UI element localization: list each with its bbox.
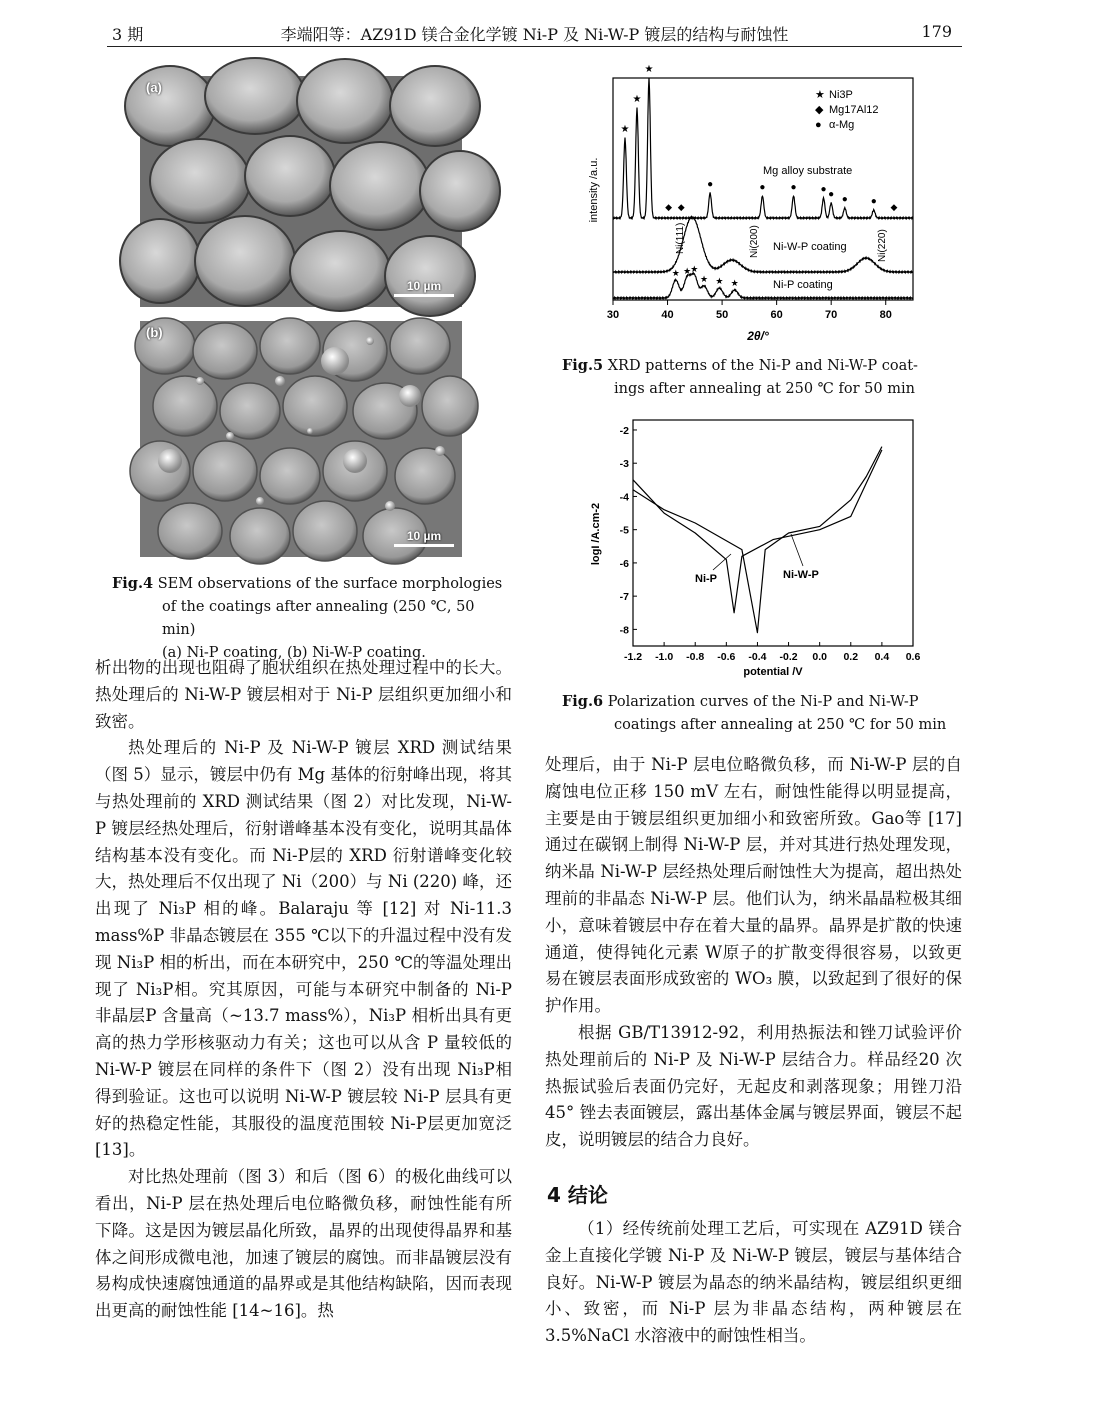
fig5-caption [562, 354, 962, 401]
fig6-caption-line1: Polarization curves of the Ni-P and Ni-W-P [607, 694, 919, 710]
right-p1-line: 为提高，超出热处理前的非晶态 Ni-W-P 层。他们认 [545, 862, 962, 908]
left-p3-line: 能有所下降。这是因为镀层晶化所致，晶界的出现使 [95, 1193, 512, 1240]
right-p2-line: 面，镀层不起皮，说明镀层的结合力良好。 [545, 1103, 962, 1150]
left-p2-line: 热力学形核驱动力有关；这也可以从含 P 量较低的 [129, 1033, 513, 1053]
xrd-peak-marker: ★ [715, 276, 724, 286]
pol-pointer-niwp [791, 534, 803, 566]
pol-ytick-label: -6 [619, 557, 629, 570]
left-p3-line: 得晶界和基体之间形成微电池，加速了镀层的腐蚀。 [95, 1220, 512, 1267]
left-p2-line: P 含量高（~13.7 mass%），Ni₃P 相析出具有更高的 [95, 1006, 513, 1053]
polarization-chart [583, 414, 923, 680]
pol-xtick-label: -0.4 [748, 651, 767, 663]
right-p2-line: 20 次热振试验后表面仍完好，无起皮和剥落现象；用 [545, 1049, 962, 1096]
left-p2-line: 相。究其原因，可能与本研究中制备的 Ni-P 非晶层 [95, 979, 512, 1026]
legend-alpha-mg-label: α-Mg [829, 119, 855, 131]
legend-ni3p-marker: ★ [815, 89, 825, 101]
xrd-peak-marker: ★ [632, 94, 642, 105]
annot-ni111: Ni(111) [675, 222, 686, 254]
pol-plot-frame [633, 420, 913, 646]
xrd-peak-marker: ● [828, 189, 835, 200]
xrd-series-0 [613, 78, 913, 219]
pol-ytick-label: -4 [619, 491, 629, 504]
pol-ytick-label: -8 [619, 624, 629, 637]
fig5-number: Fig.5 [562, 357, 604, 374]
xrd-peak-marker: ★ [690, 264, 699, 274]
fig4-caption-line1: SEM observations of the surface morphologies [157, 576, 503, 592]
left-p3-line: 而非晶镀层没有易构成快速腐蚀通道的晶界或是其 [95, 1247, 512, 1294]
fig6-number: Fig.6 [562, 693, 604, 710]
right-p3-line: 合金上直接化学镀 Ni-P 及 Ni-W-P 镀层，镀层与基 [545, 1219, 962, 1265]
right-p1-line: 等 [17] 通过在碳钢上制得 Ni-W-P 层，并对其进行 [545, 808, 962, 855]
xrd-xtick-label: 50 [715, 309, 729, 321]
right-p1-line: 处理后，由于 Ni-P 层电位略微负移，而 Ni-W-P 层的 [545, 755, 946, 774]
legend-mg17al12-label: Mg17Al12 [829, 104, 879, 116]
xrd-peak-marker: ● [820, 184, 827, 195]
xrd-ylabel: intensity /a.u. [588, 157, 600, 223]
scale-bar-a [394, 279, 454, 297]
xrd-xtick-label: 70 [825, 309, 838, 321]
xrd-xlabel: 2θ/° [747, 329, 769, 343]
left-p3-line: 对比热处理前（图 3）和后（图 6）的极化曲线可 [128, 1167, 496, 1187]
page-number: 179 [921, 22, 952, 41]
fig6-caption-line2: coatings after annealing at 250 ℃ for 50 min [614, 717, 947, 733]
sem-image-b [140, 321, 462, 557]
xrd-peak-marker: ★ [671, 268, 680, 278]
right-p3-line: 层组织更细小、致密，而 Ni-P 层为非晶态结构，两 [545, 1272, 962, 1319]
pol-ylabel: logI /A.cm-2 [590, 502, 602, 566]
pol-label-nip: Ni-P [695, 573, 717, 585]
pol-xtick-label: -0.2 [779, 651, 798, 663]
xrd-peak-marker: ★ [683, 266, 692, 276]
right-p1-line: 为，纳米晶晶粒极其细小，意味着镀层中存在着大量 [545, 888, 962, 935]
left-p2-line: 层更加宽泛 [13]。 [95, 1113, 512, 1160]
legend-mg17al12-marker: ◆ [815, 104, 824, 116]
left-paragraph-2 [95, 735, 512, 1164]
xrd-peak-marker: ● [870, 196, 877, 207]
left-p2-line: Ni-W-P 镀层在同样的条件下（图 2）没有出现 Ni₃P [95, 1059, 495, 1079]
left-p2-line: 在 355 ℃以下的升温过程中没有发现 Ni₃P 相的析 [95, 925, 512, 972]
left-paragraph-1 [95, 655, 512, 735]
left-p2-line: 层的 XRD 衍射谱峰变化较大，热处理后不仅出现 [95, 845, 512, 892]
left-p2-line: 具有更好的热稳定性能，其服役的温度范围较 Ni-P [95, 1086, 513, 1133]
right-column-text-conclusion [545, 1216, 962, 1350]
panel-label-a: (a) [146, 80, 162, 95]
pol-xtick-label: -0.8 [686, 651, 705, 663]
fig6-caption [562, 690, 962, 737]
issue-number: 3 期 [112, 25, 144, 44]
fig4-caption-line3: (a) Ni-P coating, (b) Ni-W-P coating. [162, 645, 426, 661]
xrd-peak-marker: ★ [730, 278, 739, 288]
legend-alpha-mg-marker: ● [815, 119, 822, 131]
xrd-peak-marker: ◆ [665, 202, 673, 212]
running-header [107, 20, 962, 47]
left-p2-line: 果（图 5）显示，镀层中仍有 Mg 基体的衍射峰出 [95, 738, 512, 785]
pol-xtick-label: 0.4 [874, 651, 890, 663]
xrd-peak-marker: ★ [700, 274, 709, 284]
right-p3-line: （1）经传统前处理工艺后，可实现在 AZ91D 镁 [578, 1219, 946, 1238]
xrd-series-2 [613, 273, 913, 299]
left-column-text [95, 655, 512, 1325]
left-p2-line: 了 Ni（200）与 Ni (220) 峰，还出现了 Ni₃P 相的 [95, 872, 512, 919]
left-p2-line: 出，而在本研究中，250 ℃的等温处理出现了 Ni₃P [95, 952, 513, 999]
pol-ytick-label: -3 [619, 458, 629, 471]
fig4-caption [112, 572, 512, 665]
xrd-xtick-label: 30 [606, 309, 620, 321]
right-p1-line: 热处理发现，纳米晶 Ni-W-P 层经热处理后耐蚀性大 [545, 835, 962, 882]
running-title: 李端阳等：AZ91D 镁合金化学镀 Ni-P 及 Ni-W-P 镀层的结构与耐蚀性 [280, 25, 789, 44]
right-p3-line: 种镀层在 3.5%NaCl 水溶液中的耐蚀性相当。 [545, 1299, 962, 1346]
pol-ytick-label: -7 [619, 591, 629, 604]
xrd-peak-marker: ◆ [677, 202, 685, 212]
xrd-xtick-label: 60 [770, 309, 783, 321]
xrd-xtick-label: 80 [879, 309, 892, 321]
fig5-caption-line2: ings after annealing at 250 ℃ for 50 min [614, 381, 915, 397]
legend-ni3p-label: Ni3P [829, 89, 853, 101]
pol-label-niwp: Ni-W-P [783, 569, 819, 581]
xrd-peak-marker: ● [841, 194, 848, 205]
sem-texture-a [140, 76, 462, 307]
left-p2-line: 峰。Balaraju 等 [12] 对 Ni-11.3 mass%P 非晶态镀层 [95, 899, 513, 945]
left-p2-line: 比发现，Ni-W-P 镀层经热处理后，衍射谱峰基本 [95, 791, 512, 838]
pol-xlabel: potential /V [743, 666, 803, 678]
right-p2-line: 锉刀沿 45° 锉去表面镀层，露出基体金属与镀层界 [545, 1076, 963, 1123]
right-column-text [545, 752, 962, 1154]
xrd-xtick-label: 40 [661, 309, 674, 321]
left-p2-line: 没有变化，说明其晶体结构基本没有变化。而 Ni-P [95, 818, 512, 865]
left-p1-line: 长大。热处理后的 Ni-W-P 镀层相对于 Ni-P 层组织 [95, 658, 512, 704]
right-paragraph-1 [545, 752, 962, 1020]
left-paragraph-3 [95, 1164, 512, 1325]
annot-ni220: Ni(220) [877, 229, 888, 262]
xrd-peak-marker: ★ [644, 64, 654, 75]
panel-label-b: (b) [146, 325, 163, 340]
pol-xtick-label: 0.2 [843, 651, 859, 663]
pol-series-0 [633, 450, 882, 613]
pol-xtick-label: -1.0 [655, 651, 674, 663]
xrd-peak-marker: ● [790, 182, 797, 193]
left-p2-line: 现，将其与热处理前的 XRD 测试结果（图 2）对 [95, 765, 512, 811]
fig4-number: Fig.4 [112, 575, 154, 592]
pol-xtick-label: 0.6 [905, 651, 921, 663]
right-p1-line: 自腐蚀电位正移 150 mV 左右，耐蚀性能得以明显提 [545, 755, 962, 801]
right-p1-line: 高，主要是由于镀层组织更加细小和致密所致。Gao [545, 781, 963, 828]
scale-bar-b [394, 529, 454, 547]
series-label-nip: Ni-P coating [773, 279, 833, 291]
sem-texture-b [140, 321, 462, 557]
fig4-caption-line2: of the coatings after annealing (250 ℃, 50 min) [162, 599, 475, 638]
pol-xtick-label: -1.2 [623, 651, 643, 663]
scale-label-b: 10 µm [406, 529, 442, 543]
right-p3-line: 体结合良好。Ni-W-P 镀层为晶态的纳米晶结构，镀 [545, 1245, 963, 1292]
left-p2-line: 热处理后的 Ni-P 及 Ni-W-P 镀层 XRD 测试结 [128, 738, 496, 758]
xrd-peak-marker: ★ [620, 124, 630, 135]
series-label-substrate: Mg alloy substrate [763, 165, 853, 177]
section-heading-conclusion: 4 结论 [547, 1183, 608, 1207]
right-p1-line: 原子的扩散变得很容易，以致更易在镀层表面形成 [545, 942, 962, 989]
left-p1-line: 更加细小和致密。 [95, 684, 512, 731]
series-label-niwp: Ni-W-P coating [773, 241, 847, 253]
right-p1-line: 致密的 WO₃ 膜，以致起到了很好的保护作用。 [545, 969, 963, 1016]
pol-xtick-label: 0.0 [812, 651, 827, 663]
right-p2-line: 根据 GB/T13912-92，利用热振法和锉刀试验评 [578, 1022, 946, 1042]
xrd-peak-marker: ● [707, 179, 714, 190]
pol-xtick-label: -0.6 [717, 651, 736, 663]
fig5-caption-line1: XRD patterns of the Ni-P and Ni-W-P coat- [607, 358, 918, 374]
xrd-peak-marker: ● [759, 182, 766, 193]
annot-ni200: Ni(200) [749, 225, 760, 258]
left-p2-line: 相得到验证。这也可以说明 Ni-W-P 镀层较 Ni-P 层 [95, 1059, 512, 1106]
right-p2-line: 价热处理前后的 Ni-P 及 Ni-W-P 层结合力。样品经 [545, 1022, 962, 1069]
left-p3-line: 以看出，Ni-P 层在热处理后电位略微负移，耐蚀性 [95, 1167, 512, 1213]
right-paragraph-3 [545, 1216, 962, 1350]
xrd-legend [815, 89, 879, 131]
sem-image-a [140, 76, 462, 307]
xrd-chart [583, 64, 923, 350]
right-paragraph-2 [545, 1020, 962, 1154]
pol-ytick-label: -5 [619, 524, 629, 537]
left-p1-line: 析出物的出现也阻碍了胞状组织在热处理过程中的 [95, 658, 463, 677]
left-p3-line: 他结构缺陷，因而表现出更高的耐蚀性能 [14~16]。热 [95, 1274, 512, 1321]
xrd-peak-marker: ◆ [890, 202, 898, 212]
pol-ytick-label: -2 [619, 424, 629, 437]
pol-series-1 [633, 447, 882, 633]
right-p1-line: 的晶界。晶界是扩散的快速通道，使得钝化元素 W [545, 915, 962, 962]
xrd-series-1 [613, 217, 913, 273]
scale-label-a: 10 µm [406, 279, 442, 293]
